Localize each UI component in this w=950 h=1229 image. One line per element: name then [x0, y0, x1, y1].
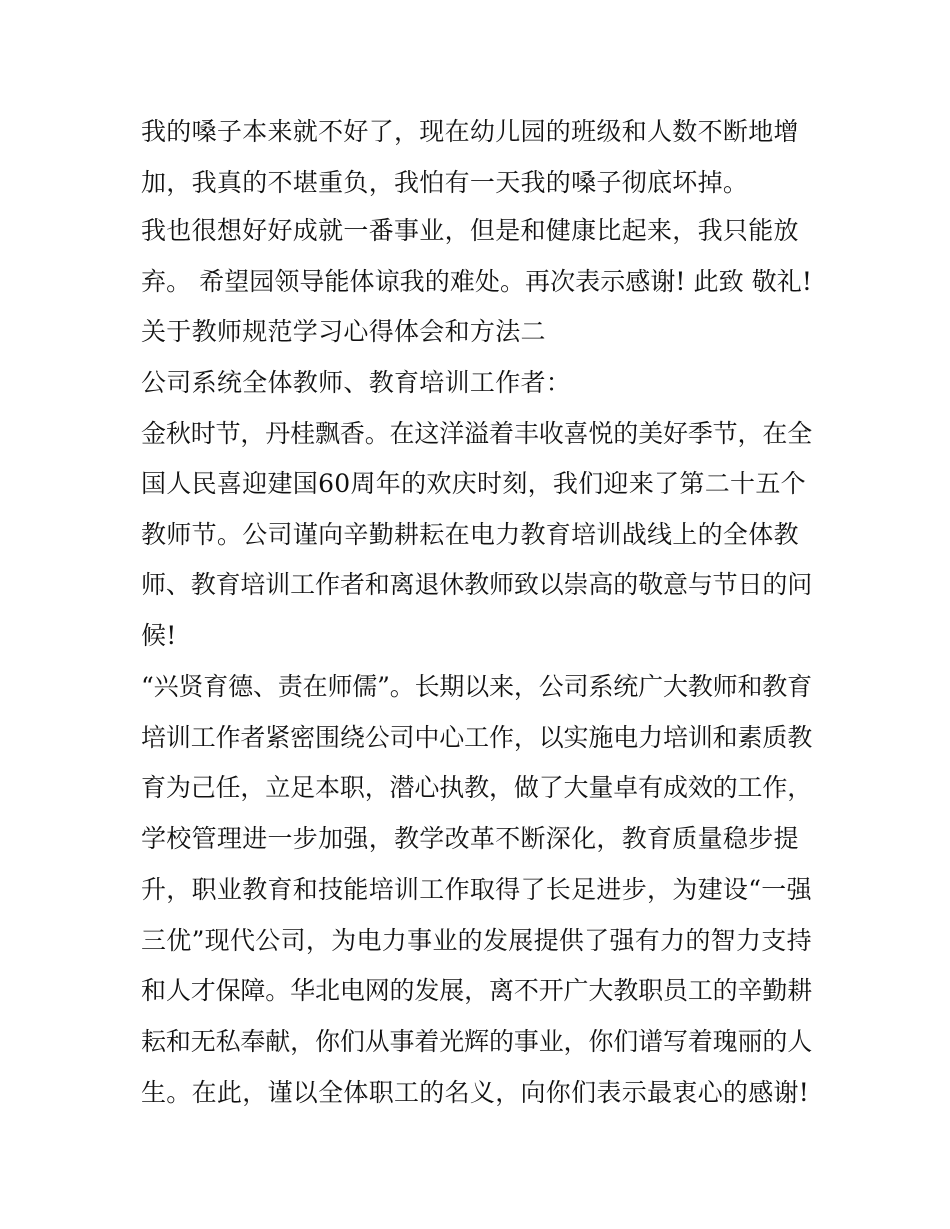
text-line: 三优”现代公司，为电力事业的发展提供了强有力的智力支持 — [141, 926, 812, 955]
text-line: 和人才保障。华北电网的发展，离不开广大教职员工的辛勤耕 — [141, 976, 813, 1005]
text-line: 国人民喜迎建国60周年的欢庆时刻，我们迎来了第二十五个 — [141, 469, 806, 498]
text-line: 关于教师规范学习心得体会和方法二 — [141, 317, 546, 346]
text-line: 生。在此，谨以全体职工的名义，向你们表示最衷心的感谢! — [141, 1078, 810, 1107]
text-line: 加，我真的不堪重负，我怕有一天我的嗓子彻底坏掉。 — [141, 168, 749, 197]
text-line: 升，职业教育和技能培训工作取得了长足进步，为建设“一强 — [141, 875, 812, 904]
text-line: 候! — [141, 621, 177, 650]
text-line: 育为己任，立足本职，潜心执教，做了大量卓有成效的工作， — [141, 773, 813, 802]
text-line: 教师节。公司谨向辛勤耕耘在电力教育培训战线上的全体教 — [141, 520, 799, 549]
text-line: 我的嗓子本来就不好了，现在幼儿园的班级和人数不断地增 — [141, 117, 799, 146]
text-line: 公司系统全体教师、教育培训工作者： — [141, 368, 572, 397]
text-line: 金秋时节，丹桂飘香。在这洋溢着丰收喜悦的美好季节，在全 — [141, 419, 813, 448]
text-line: 学校管理进一步加强，教学改革不断深化，教育质量稳步提 — [141, 824, 799, 853]
text-line: 耘和无私奉献，你们从事着光辉的事业，你们谱写着瑰丽的人 — [141, 1027, 813, 1056]
text-line: 我也很想好好成就一番事业，但是和健康比起来，我只能放 — [141, 216, 799, 245]
text-line: 师、教育培训工作者和离退休教师致以崇高的敬意与节日的问 — [141, 570, 813, 599]
text-line: 弃。 希望园领导能体谅我的难处。再次表示感谢! 此致 敬礼! — [141, 267, 812, 296]
text-line: “兴贤育德、责在师儒”。长期以来，公司系统广大教师和教育 — [141, 672, 812, 701]
text-line: 培训工作者紧密围绕公司中心工作，以实施电力培训和素质教 — [141, 723, 813, 752]
